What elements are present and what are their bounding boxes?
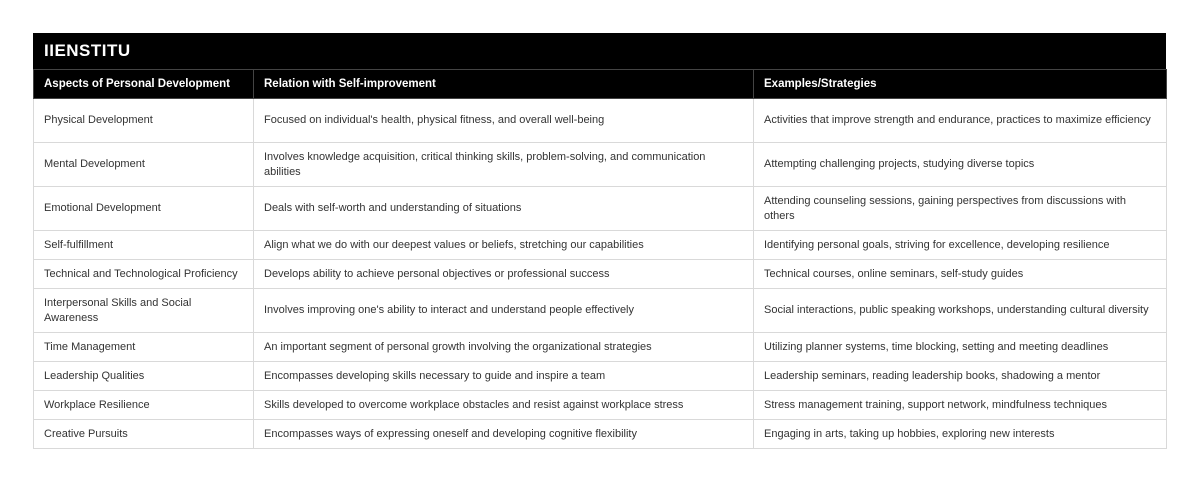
cell-relation: Align what we do with our deepest values or beliefs, stretching our capabilities xyxy=(254,231,754,260)
cell-relation: Encompasses ways of expressing oneself and developing cognitive flexibility xyxy=(254,420,754,449)
cell-examples: Leadership seminars, reading leadership books, shadowing a mentor xyxy=(754,362,1167,391)
cell-examples: Engaging in arts, taking up hobbies, exploring new interests xyxy=(754,420,1167,449)
table-row xyxy=(34,362,1167,391)
cell-relation: Involves improving one's ability to interact and understand people effectively xyxy=(254,289,754,333)
table-row xyxy=(34,187,1167,231)
cell-relation: An important segment of personal growth involving the organizational strategies xyxy=(254,333,754,362)
cell-aspect: Physical Development xyxy=(34,99,254,143)
cell-aspect: Leadership Qualities xyxy=(34,362,254,391)
cell-relation: Deals with self-worth and understanding of situations xyxy=(254,187,754,231)
column-header-aspects: Aspects of Personal Development xyxy=(34,70,254,99)
table-row xyxy=(34,391,1167,420)
cell-examples: Social interactions, public speaking workshops, understanding cultural diversity xyxy=(754,289,1167,333)
cell-aspect: Workplace Resilience xyxy=(34,391,254,420)
cell-aspect: Emotional Development xyxy=(34,187,254,231)
cell-relation: Develops ability to achieve personal objectives or professional success xyxy=(254,260,754,289)
cell-aspect: Creative Pursuits xyxy=(34,420,254,449)
brand-title: IIENSTITU xyxy=(33,33,1166,69)
cell-examples: Stress management training, support network, mindfulness techniques xyxy=(754,391,1167,420)
table-row xyxy=(34,260,1167,289)
cell-relation: Involves knowledge acquisition, critical thinking skills, problem-solving, and communication abilities xyxy=(254,143,754,187)
cell-aspect: Technical and Technological Proficiency xyxy=(34,260,254,289)
cell-aspect: Interpersonal Skills and Social Awareness xyxy=(34,289,254,333)
header-row xyxy=(34,70,1167,99)
cell-examples: Identifying personal goals, striving for excellence, developing resilience xyxy=(754,231,1167,260)
cell-examples: Technical courses, online seminars, self-study guides xyxy=(754,260,1167,289)
cell-examples: Utilizing planner systems, time blocking, setting and meeting deadlines xyxy=(754,333,1167,362)
cell-relation: Encompasses developing skills necessary to guide and inspire a team xyxy=(254,362,754,391)
personal-development-table xyxy=(33,69,1167,449)
table-row xyxy=(34,99,1167,143)
cell-examples: Activities that improve strength and endurance, practices to maximize efficiency xyxy=(754,99,1167,143)
table-row xyxy=(34,231,1167,260)
table-row xyxy=(34,333,1167,362)
table-row xyxy=(34,289,1167,333)
cell-aspect: Self-fulfillment xyxy=(34,231,254,260)
cell-aspect: Time Management xyxy=(34,333,254,362)
cell-relation: Focused on individual's health, physical fitness, and overall well-being xyxy=(254,99,754,143)
column-header-relation: Relation with Self-improvement xyxy=(254,70,754,99)
table-row xyxy=(34,420,1167,449)
cell-relation: Skills developed to overcome workplace obstacles and resist against workplace stress xyxy=(254,391,754,420)
cell-examples: Attempting challenging projects, studying diverse topics xyxy=(754,143,1167,187)
table-header xyxy=(34,70,1167,99)
cell-aspect: Mental Development xyxy=(34,143,254,187)
content-card xyxy=(33,33,1166,449)
table-body xyxy=(34,99,1167,449)
table-row xyxy=(34,143,1167,187)
column-header-examples: Examples/Strategies xyxy=(754,70,1167,99)
cell-examples: Attending counseling sessions, gaining perspectives from discussions with others xyxy=(754,187,1167,231)
